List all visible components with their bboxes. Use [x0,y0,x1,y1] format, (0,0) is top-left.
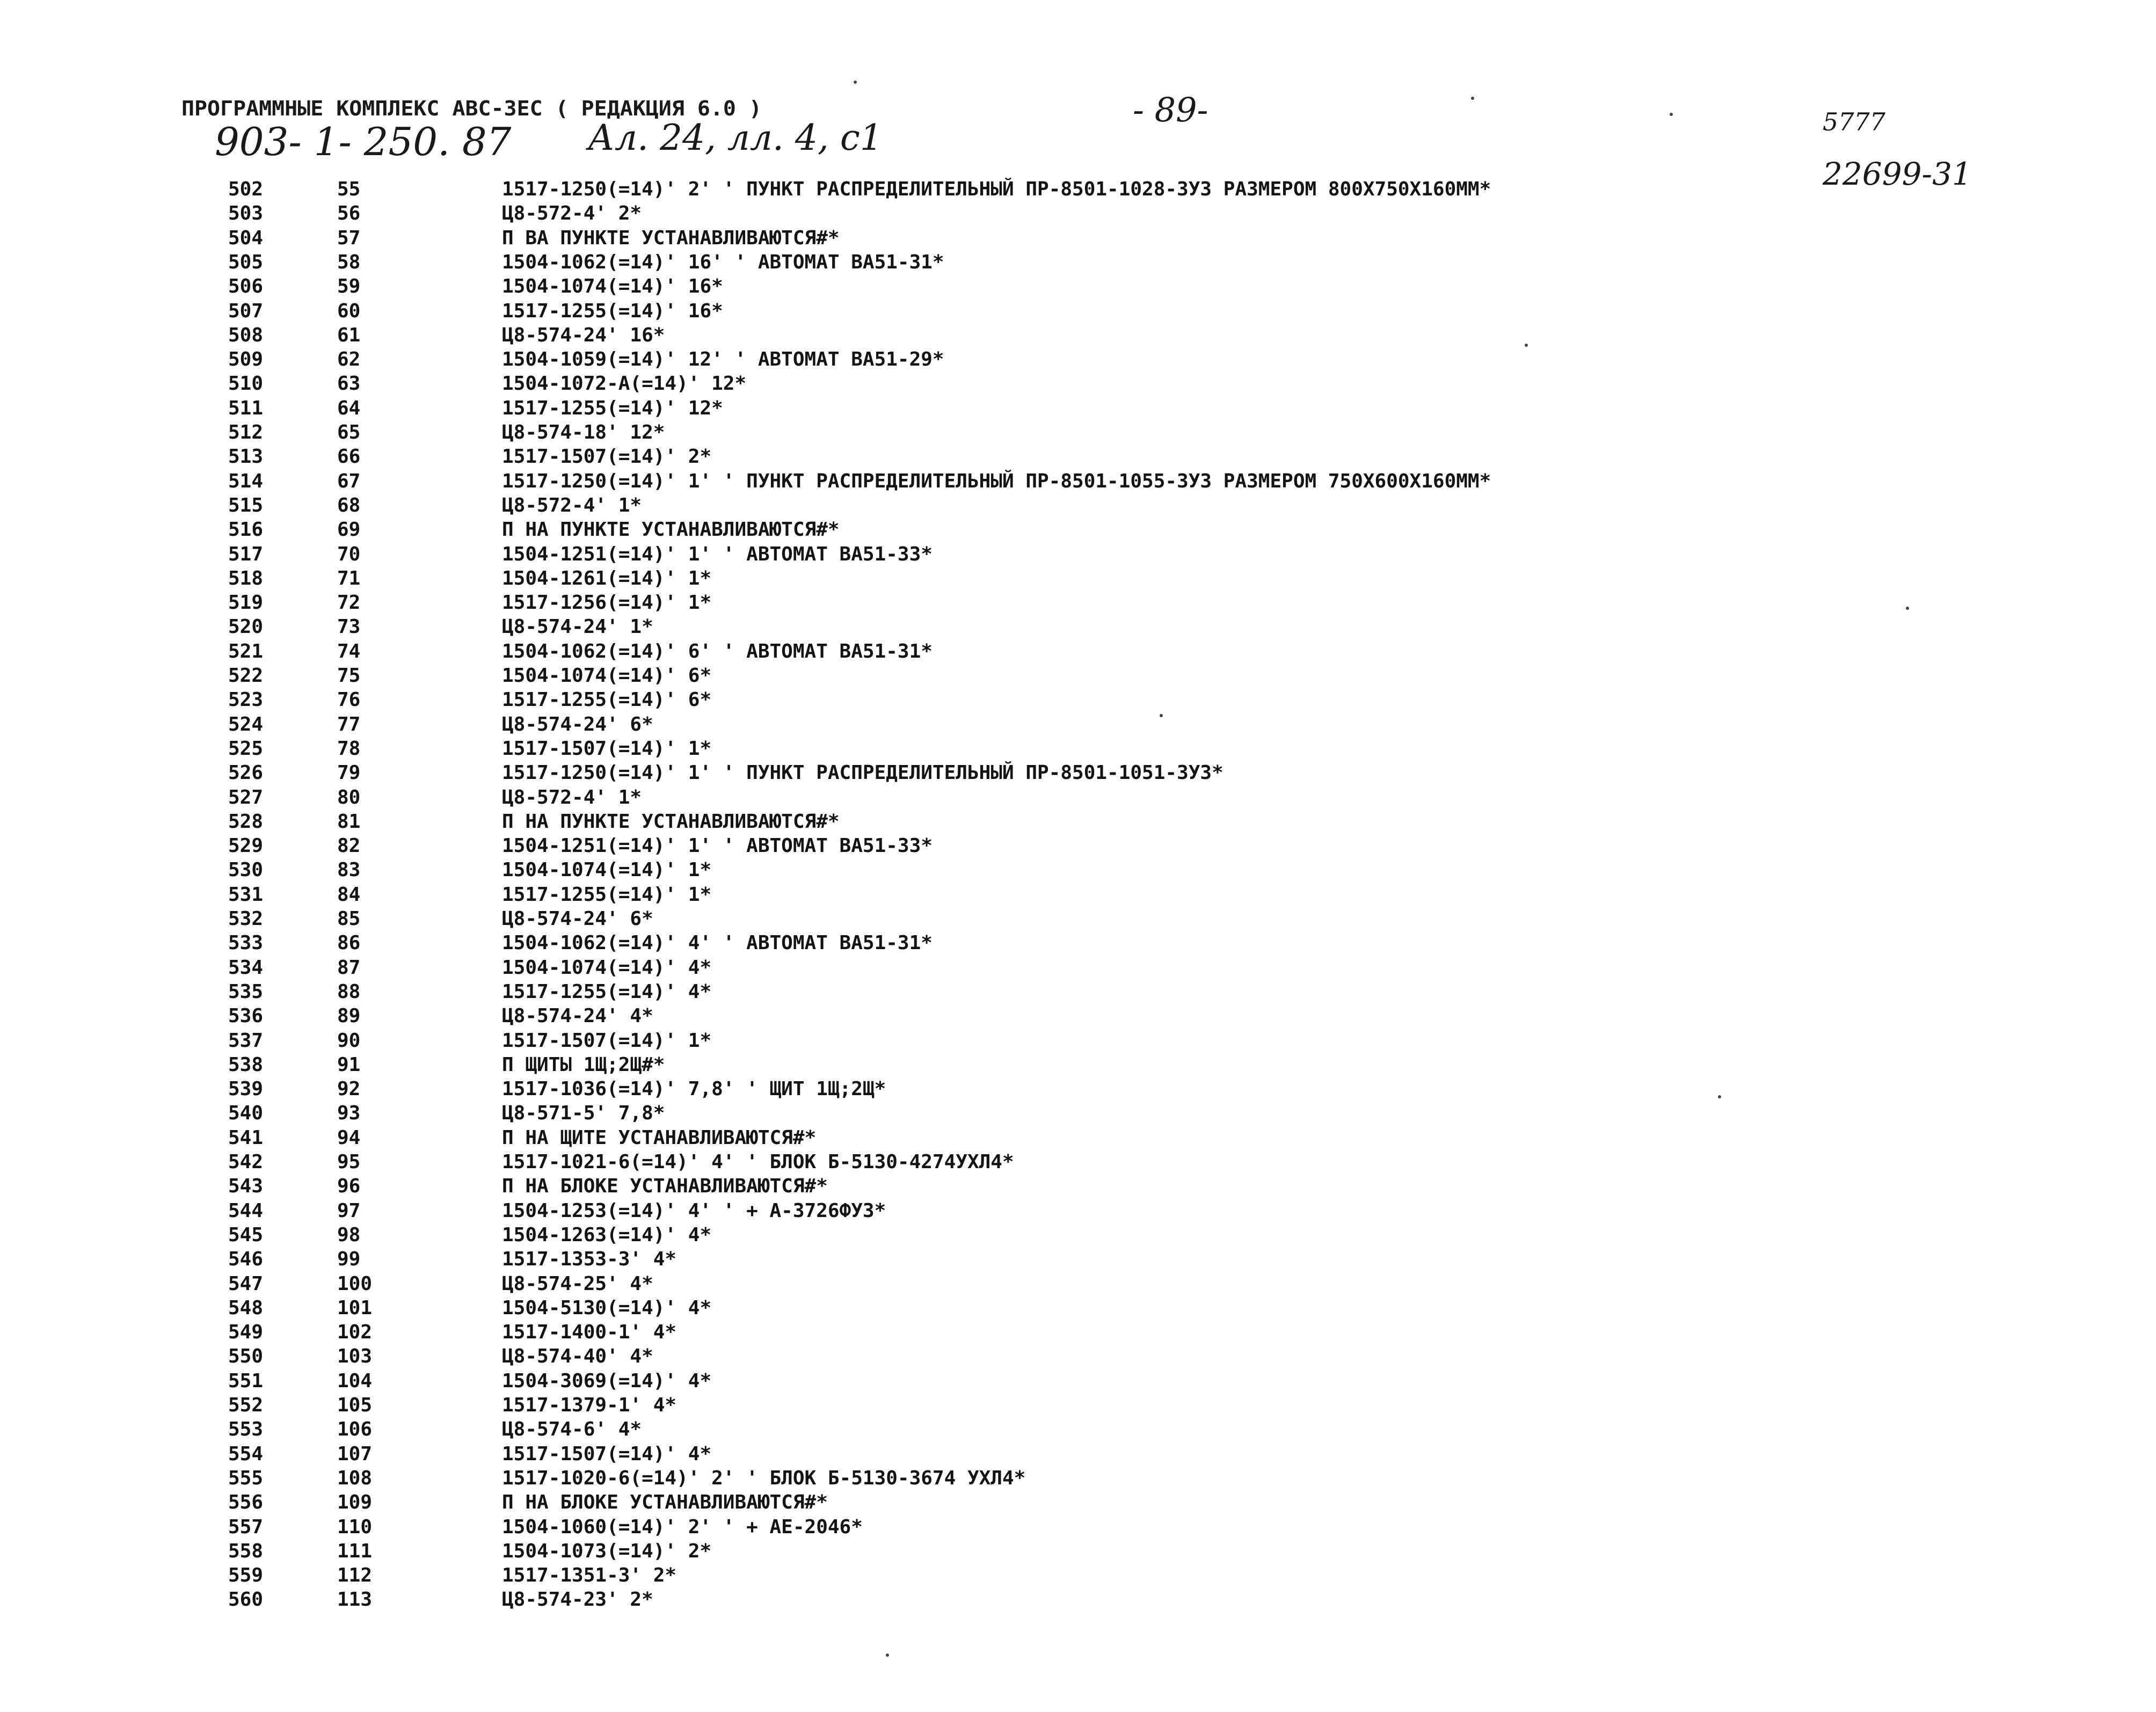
statement-text: 1517-1351-3' 2* [502,1564,677,1587]
statement-text: 1517-1020-6(=14)' 2' ' БЛОК Б-5130-3674 УХЛ4* [502,1467,1026,1489]
statement-number: 109 [337,1491,373,1514]
statement-number: 64 [337,397,361,419]
line-number: 525 [228,737,264,760]
statement-number: 106 [337,1418,373,1441]
line-number: 545 [228,1223,264,1246]
statement-number: 112 [337,1564,373,1587]
statement-number: 98 [337,1223,361,1246]
statement-text: 1517-1507(=14)' 1* [502,737,712,760]
statement-text: 1504-1062(=14)' 6' ' АВТОМАТ ВА51-31* [502,640,933,662]
statement-number: 113 [337,1589,373,1611]
statement-number: 65 [337,421,361,443]
statement-text: 1517-1379-1' 4* [502,1394,677,1416]
line-number: 537 [228,1029,264,1052]
statement-text: Ц8-572-4' 1* [502,786,642,808]
statement-number: 96 [337,1175,361,1198]
line-number: 506 [228,275,264,298]
line-number: 548 [228,1296,264,1319]
line-number: 516 [228,519,264,541]
statement-number: 95 [337,1151,361,1173]
listing-row [0,615,1933,639]
listing-row [0,445,1933,469]
listing-row [0,371,1933,396]
statement-text: П НА ЩИТЕ УСТАНАВЛИВАЮТСЯ#* [502,1126,817,1149]
listing-row [0,1587,1933,1612]
listing-row [0,1101,1933,1126]
right-code: 22699-31 [1823,156,1972,192]
statement-text: Ц8-574-18' 12* [502,421,665,443]
line-number: 503 [228,202,264,225]
listing-row [0,1417,1933,1442]
statement-text: 1517-1255(=14)' 12* [502,397,723,419]
statement-text: Ц8-574-40' 4* [502,1345,653,1368]
statement-text: 1504-1074(=14)' 6* [502,665,712,687]
line-number: 554 [228,1443,264,1465]
statement-text: 1517-1036(=14)' 7,8' ' ЩИТ 1Щ;2Щ* [502,1078,886,1101]
statement-text: П НА ПУНКТЕ УСТАНАВЛИВАЮТСЯ#* [502,810,840,833]
line-number: 541 [228,1126,264,1149]
line-number: 557 [228,1516,264,1538]
line-number: 519 [228,592,264,614]
statement-number: 103 [337,1345,373,1368]
scan-speck [854,81,857,84]
statement-number: 80 [337,786,361,808]
line-number: 520 [228,616,264,638]
line-number: 502 [228,178,264,200]
listing-row [0,1077,1933,1102]
line-number: 546 [228,1248,264,1271]
statement-text: Ц8-574-24' 6* [502,908,653,930]
statement-text: 1504-1074(=14)' 4* [502,956,712,979]
statement-number: 63 [337,373,361,395]
listing-row [0,566,1933,591]
listing-row [0,1344,1933,1369]
line-number: 526 [228,762,264,784]
line-number: 528 [228,810,264,833]
statement-number: 88 [337,980,361,1003]
statement-number: 56 [337,202,361,225]
line-number: 530 [228,859,264,882]
line-number: 547 [228,1272,264,1295]
listing-row [0,201,1933,226]
statement-number: 89 [337,1005,361,1028]
line-number: 543 [228,1175,264,1198]
statement-number: 68 [337,494,361,516]
statement-text: 1517-1021-6(=14)' 4' ' БЛОК Б-5130-4274УХЛ4* [502,1151,1014,1173]
line-number: 524 [228,713,264,735]
statement-text: 1517-1250(=14)' 1' ' ПУНКТ РАСПРЕДЕЛИТЕЛЬНЫЙ ПР-8501-1055-3У3 РАЗМЕРОМ 750Х600Х160ММ* [502,470,1491,492]
line-number: 538 [228,1053,264,1076]
statement-number: 73 [337,616,361,638]
statement-text: 1517-1255(=14)' 6* [502,689,712,711]
listing-row [0,737,1933,761]
statement-number: 86 [337,932,361,955]
line-number: 510 [228,373,264,395]
listing-row [0,1490,1933,1515]
statement-number: 71 [337,567,361,589]
listing-row [0,250,1933,275]
listing-row [0,1223,1933,1248]
listing-row [0,1296,1933,1321]
statement-number: 76 [337,689,361,711]
line-number: 553 [228,1418,264,1441]
line-number: 512 [228,421,264,443]
scan-speck [1906,607,1909,610]
listing-row [0,785,1933,810]
line-number: 535 [228,980,264,1003]
statement-text: 1517-1507(=14)' 4* [502,1443,712,1465]
statement-text: 1517-1507(=14)' 2* [502,446,712,468]
line-number: 551 [228,1369,264,1392]
statement-number: 57 [337,227,361,249]
scan-speck [1525,344,1528,347]
statement-text: 1517-1255(=14)' 16* [502,300,723,322]
listing-row [0,420,1933,445]
statement-text: 1517-1353-3' 4* [502,1248,677,1271]
listing-row [0,1515,1933,1540]
line-number: 540 [228,1102,264,1125]
line-number: 505 [228,251,264,273]
listing-row [0,1442,1933,1467]
listing-row [0,518,1933,542]
scan-speck [886,1653,889,1657]
listing-row [0,1466,1933,1491]
listing-row [0,712,1933,737]
listing-row [0,1539,1933,1564]
listing-row [0,980,1933,1004]
statement-number: 104 [337,1369,373,1392]
statement-text: 1517-1250(=14)' 2' ' ПУНКТ РАСПРЕДЕЛИТЕЛЬНЫЙ ПР-8501-1028-3У3 РАЗМЕРОМ 800Х750Х160ММ* [502,178,1491,200]
listing-row [0,469,1933,494]
line-number: 523 [228,689,264,711]
line-number: 555 [228,1467,264,1489]
statement-number: 62 [337,348,361,371]
listing-row [0,688,1933,712]
statement-text: 1517-1400-1' 4* [502,1321,677,1344]
statement-text: Ц8-574-24' 1* [502,616,653,638]
statement-number: 77 [337,713,361,735]
statement-number: 66 [337,446,361,468]
line-number: 508 [228,324,264,346]
listing-row [0,347,1933,372]
line-number: 504 [228,227,264,249]
listing-row [0,858,1933,883]
statement-text: 1517-1255(=14)' 4* [502,980,712,1003]
statement-text: 1517-1256(=14)' 1* [502,592,712,614]
line-number: 529 [228,835,264,857]
line-number: 527 [228,786,264,808]
statement-text: 1504-1074(=14)' 1* [502,859,712,882]
listing-row [0,274,1933,299]
statement-text: 1517-1255(=14)' 1* [502,883,712,906]
line-number: 558 [228,1540,264,1562]
listing-row [0,1199,1933,1223]
program-title: ПРОГРАММНЫЕ КОМПЛЕКС АВС-ЗЕС ( РЕДАКЦИЯ 6.0 ) [181,97,762,120]
listing-row [0,1320,1933,1345]
statement-number: 99 [337,1248,361,1271]
statement-number: 82 [337,835,361,857]
statement-number: 111 [337,1540,373,1562]
statement-text: Ц8-572-4' 2* [502,202,642,225]
statement-number: 102 [337,1321,373,1344]
listing-row [0,1029,1933,1053]
listing-row [0,1247,1933,1272]
listing-row [0,1053,1933,1077]
statement-text: 1504-1060(=14)' 2' ' + АЕ-2046* [502,1516,863,1538]
listing-row [0,177,1933,202]
statement-number: 60 [337,300,361,322]
statement-number: 100 [337,1272,373,1295]
listing-row [0,1369,1933,1394]
listing-row [0,834,1933,858]
statement-number: 107 [337,1443,373,1465]
statement-number: 110 [337,1516,373,1538]
listing-row [0,396,1933,421]
line-number: 514 [228,470,264,492]
statement-number: 69 [337,519,361,541]
statement-text: 1504-1059(=14)' 12' ' АВТОМАТ ВА51-29* [502,348,944,371]
line-number: 515 [228,494,264,516]
statement-number: 59 [337,275,361,298]
statement-text: 1504-3069(=14)' 4* [502,1369,712,1392]
statement-number: 83 [337,859,361,882]
line-number: 559 [228,1564,264,1587]
statement-number: 74 [337,640,361,662]
line-number: 517 [228,543,264,565]
statement-number: 94 [337,1126,361,1149]
statement-number: 67 [337,470,361,492]
statement-text: Ц8-574-25' 4* [502,1272,653,1295]
page-number: - 89- [1133,90,1208,129]
statement-number: 108 [337,1467,373,1489]
line-number: 534 [228,956,264,979]
statement-text: 1504-1062(=14)' 16' ' АВТОМАТ ВА51-31* [502,251,944,273]
listing-row [0,1393,1933,1418]
statement-text: 1504-1072-А(=14)' 12* [502,373,747,395]
statement-text: П ВА ПУНКТЕ УСТАНАВЛИВАЮТСЯ#* [502,227,840,249]
statement-text: 1504-1074(=14)' 16* [502,275,723,298]
statement-text: 1504-1253(=14)' 4' ' + А-3726ФУ3* [502,1199,886,1222]
listing-row [0,1272,1933,1296]
statement-text: 1517-1507(=14)' 1* [502,1029,712,1052]
scan-speck [1718,1095,1721,1098]
scan-speck [1670,113,1673,116]
listing-row [0,542,1933,567]
statement-text: 1504-5130(=14)' 4* [502,1296,712,1319]
listing-row [0,1174,1933,1199]
line-number: 507 [228,300,264,322]
line-number: 550 [228,1345,264,1368]
listing-row [0,591,1933,615]
line-number: 531 [228,883,264,906]
line-number: 532 [228,908,264,930]
line-number: 539 [228,1078,264,1101]
statement-text: П ЩИТЫ 1Щ;2Щ#* [502,1053,665,1076]
listing-row [0,956,1933,980]
statement-text: Ц8-571-5' 7,8* [502,1102,665,1125]
statement-number: 97 [337,1199,361,1222]
statement-text: 1504-1073(=14)' 2* [502,1540,712,1562]
statement-number: 90 [337,1029,361,1052]
statement-number: 78 [337,737,361,760]
statement-number: 92 [337,1078,361,1101]
statement-text: Ц8-574-23' 2* [502,1589,653,1611]
document-code: 903- 1- 250. 87 [215,119,512,164]
line-number: 536 [228,1005,264,1028]
statement-number: 81 [337,810,361,833]
scan-speck [1160,714,1163,717]
statement-text: П НА ПУНКТЕ УСТАНАВЛИВАЮТСЯ#* [502,519,840,541]
statement-text: 1504-1261(=14)' 1* [502,567,712,589]
statement-number: 91 [337,1053,361,1076]
line-number: 560 [228,1589,264,1611]
line-number: 522 [228,665,264,687]
statement-number: 55 [337,178,361,200]
listing-row [0,493,1933,518]
statement-text: 1504-1251(=14)' 1' ' АВТОМАТ ВА51-33* [502,835,933,857]
line-number: 552 [228,1394,264,1416]
statement-number: 93 [337,1102,361,1125]
listing-row [0,639,1933,664]
line-number: 533 [228,932,264,955]
statement-number: 79 [337,762,361,784]
right-number: 5777 [1823,107,1886,136]
listing-row [0,907,1933,931]
statement-number: 70 [337,543,361,565]
statement-text: Ц8-574-24' 6* [502,713,653,735]
scan-speck [1471,97,1474,100]
line-number: 544 [228,1199,264,1222]
line-number: 509 [228,348,264,371]
statement-text: 1504-1263(=14)' 4* [502,1223,712,1246]
statement-number: 85 [337,908,361,930]
listing-row [0,761,1933,785]
line-number: 521 [228,640,264,662]
line-number: 513 [228,446,264,468]
sheet-reference: Ал. 24, лл. 4, с1 [588,117,883,158]
listing-row [0,883,1933,907]
listing-row [0,226,1933,251]
statement-text: Ц8-574-24' 4* [502,1005,653,1028]
listing-row [0,1563,1933,1588]
statement-text: П НА БЛОКЕ УСТАНАВЛИВАЮТСЯ#* [502,1175,828,1198]
statement-text: Ц8-574-6' 4* [502,1418,642,1441]
listing-row [0,1150,1933,1175]
statement-number: 75 [337,665,361,687]
listing-row [0,1004,1933,1029]
statement-number: 87 [337,956,361,979]
statement-text: Ц8-572-4' 1* [502,494,642,516]
statement-number: 72 [337,592,361,614]
line-number: 542 [228,1151,264,1173]
statement-text: 1504-1251(=14)' 1' ' АВТОМАТ ВА51-33* [502,543,933,565]
line-number: 518 [228,567,264,589]
listing-row [0,810,1933,834]
listing-row [0,323,1933,348]
line-number: 511 [228,397,264,419]
statement-text: П НА БЛОКЕ УСТАНАВЛИВАЮТСЯ#* [502,1491,828,1514]
listing-row [0,664,1933,688]
statement-number: 61 [337,324,361,346]
statement-text: 1517-1250(=14)' 1' ' ПУНКТ РАСПРЕДЕЛИТЕЛЬНЫЙ ПР-8501-1051-3У3* [502,762,1223,784]
statement-number: 101 [337,1296,373,1319]
line-number: 549 [228,1321,264,1344]
statement-number: 84 [337,883,361,906]
statement-number: 58 [337,251,361,273]
listing-row [0,299,1933,324]
statement-text: Ц8-574-24' 16* [502,324,665,346]
line-number: 556 [228,1491,264,1514]
listing-row [0,1126,1933,1150]
statement-text: 1504-1062(=14)' 4' ' АВТОМАТ ВА51-31* [502,932,933,955]
listing-row [0,931,1933,956]
statement-number: 105 [337,1394,373,1416]
